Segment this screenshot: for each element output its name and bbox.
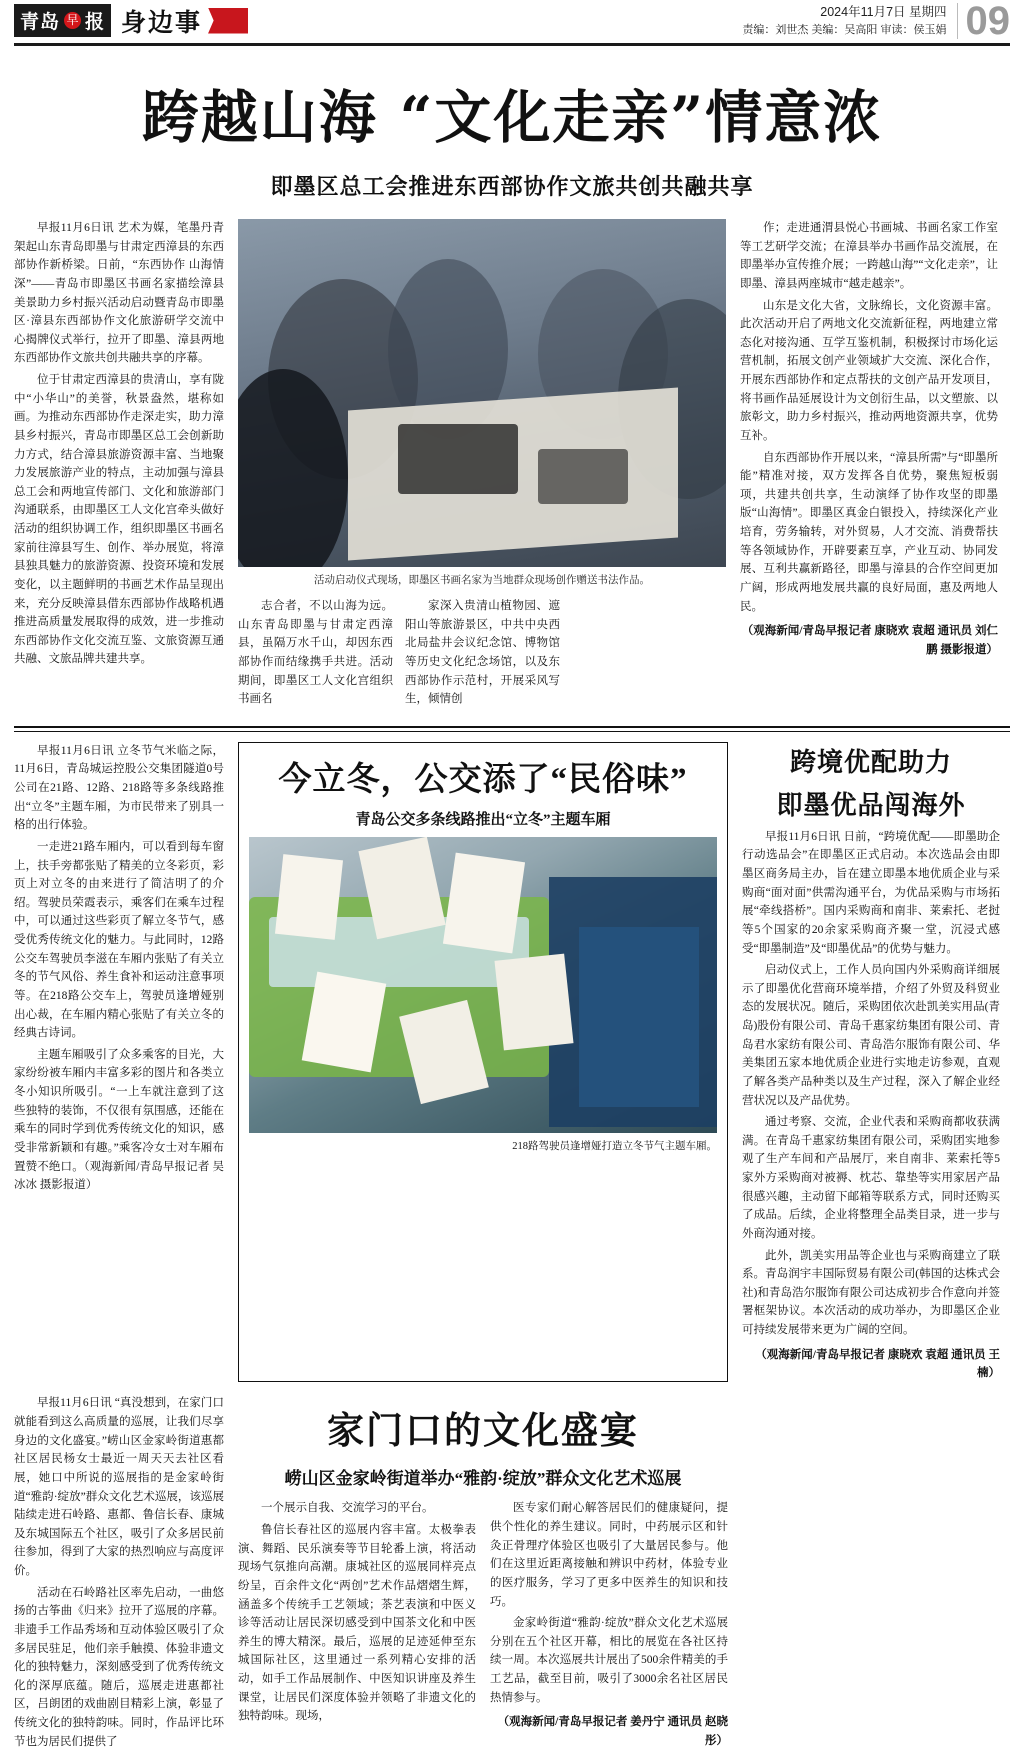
bus-article-title: 今立冬，公交添了“民俗味” [278, 761, 688, 798]
cross-border-title-line2: 即墨优品闯海外 [776, 790, 966, 820]
main-subheadline: 即墨区总工会推进东西部协作文旅共创共融共享 [270, 174, 754, 199]
section-title: 身边事 [121, 9, 203, 37]
paragraph: 启动仪式上，工作人员向国内外采购商详细展示了即墨优化营商环境举措，介绍了外贸及科贸业态的发展状况。随后，采购团依次赴凯美实用品(青岛)股份有限公司、青岛千惠家纺集团有限公司、青岛君水家纺有限公司、青岛浩尔服饰有限公司、华美集团五家本地优质企业进行实地走访参观，直观了解各类产品种类以及生产过程，深入了解企业经营状况以及产品优势。 [742, 964, 1000, 1107]
paragraph: 通过考察、交流，企业代表和采购商都收获满满。在青岛千惠家纺集团有限公司，采购团实地参观了生产车间和产品展厅，来自南非、莱索托等5家外方采购商对被褥、枕芯、靠垫等实用家居产品很感兴趣，主动留下邮箱等联系方式，同时还购买了成品。后续，企业将整理全品类目录，进一步与外商沟通对接。 [742, 1116, 1000, 1240]
culture-article [238, 1394, 728, 1754]
paragraph: 位于甘肃定西漳县的贵清山，享有陇中“小华山”的美誉，秋景盎然，堪称如画。为推动东西部协作走深走实，助力漳县乡村振兴，青岛市即墨区总工会创新助力方式，结合漳县旅游资源丰富、当地聚力发展旅游产业的特点，主动加强与漳县总工会和两地宣传部门、文化和旅游部门沟通联系，由即墨区工人文化宫牵头做好活动的组织协调工作，组织即墨区书画名家前往漳县写生、创作、举办展览，将漳县独具魅力的旅游资源、投资环境和发展变化，以主题鲜明的书画艺术作品呈现出来，充分反映漳县借东西部协作战略机遇推进高质量发展取得的成效，进一步推动东西部协作文化交流互鉴、文旅资源互通共融、文旅品牌共建共享。 [14, 374, 224, 666]
paragraph-column [405, 597, 560, 712]
paragraph-column [238, 1499, 476, 1750]
top-center-text [238, 597, 726, 712]
top-left-column [14, 219, 224, 712]
bus-article-left-column [14, 742, 224, 1383]
paragraph: 此外，凯美实用品等企业也与采购商建立了联系。青岛润宇丰国际贸易有限公司(韩国的达株式会社)和青岛浩尔服饰有限公司达成初步合作意向并签署框架协议。本次活动的成功举办，为即墨区企业可持续发展带来更为广阔的空间。 [742, 1249, 1000, 1336]
logo-tail-text: 报 [85, 12, 106, 33]
bus-photo [249, 837, 717, 1133]
bus-article [238, 742, 728, 1383]
paragraph: 志合者，不以山海为远。山东青岛即墨与甘肃定西漳县，虽隔万水千山，却因东西部协作而结缘携手共进。活动期间，即墨区工人文化宫组织书画名 [238, 600, 393, 706]
paragraph: 自东西部协作开展以来，“漳县所需”与“即墨所能”精准对接，双方发挥各自优势，聚焦短板弱项，共建共创共享，生动演绎了协作攻坚的即墨版“山海情”。即墨区真金白银投入，持续深化产业培育，劳务输转，对外贸易，人才交流、消费帮扶等各领域协作，开辟要素互享，产业互动、协同发展、互利共赢新路径，即墨与漳县的合作空间更加广阔，形成两地发展共赢的良好局面，惠及两地人民。 [740, 451, 998, 613]
culture-article-subtitle: 崂山区金家岭街道举办“雅韵·绽放”群众文化艺术巡展 [284, 1469, 682, 1489]
divider-thick [14, 726, 1010, 728]
paragraph: 一走进21路车厢内，可以看到每车窗上，扶手旁都张贴了精美的立冬彩页，彩页上对立冬的由来进行了简洁明了的介绍。驾驶员荣霞表示，乘客们在乘车过程中，可以通过这些彩页了解立冬节气，感受优秀传统文化的魅力。与此同时，12路公交车驾驶员李滋在车厢内张贴了有关立冬的节气风俗、养生食补和运动注意事项等。在218路公交车上，驾驶员逢增娅别出心裁，在车厢内精心张贴了有关立冬的经典古诗词。 [14, 840, 224, 1040]
paragraph: 主题车厢吸引了众多乘客的目光，大家纷纷被车厢内丰富多彩的图片和各类立冬小知识所吸引。“一上车就注意到了这些独特的装饰，不仅很有氛围感，还能在乘车的同时学到优秀传统文化的知识，感受非常新颖和有趣。”乘客冷女士对车厢布置赞不绝口。（观海新闻/青岛早报记者 吴冰冰 摄影报道） [14, 1048, 224, 1192]
page-number: 09 [957, 3, 1011, 39]
top-center-column [238, 219, 726, 712]
top-article [14, 219, 1010, 712]
culture-article-title: 家门口的文化盛宴 [327, 1411, 639, 1453]
paragraph: 早报11月6日讯 日前，“跨境优配——即墨助企行动选品会”在即墨区正式启动。本次选品会由即墨区商务局主办，旨在建立即墨本地优质企业与采购商“面对面”供需沟通平台，为优品采购与市场拓展“牵线搭桥”。国内采购商和南非、莱索托、老挝等5个国家的20余家采购商齐聚一堂，沉浸式感受“即墨制造”及“即墨优品”的优势与魅力。 [742, 830, 1000, 955]
headline-block [14, 72, 1010, 201]
masthead [14, 0, 1010, 46]
paragraph: 医专家们耐心解答居民们的健康疑问，提供个性化的养生建议。同时，中药展示区和针灸正骨理疗体验区也吸引了大量居民参与。他们在这里近距离接触和辨识中药材，体验专业的医疗服务，学习了更多中医养生的知识和技巧。 [490, 1502, 728, 1608]
top-right-column [740, 219, 998, 712]
paragraph: 早报11月6日讯 艺术为媒，笔墨丹青架起山东青岛即墨与甘肃定西漳县的东西部协作新桥梁。日前，“东西协作 山海情深”——青岛市即墨区书画名家描绘漳县美景助力乡村振兴活动启动暨青岛市即墨区·漳县东西部协作文化旅游研学交流中心揭牌仪式举行，拉开了即墨、漳县两地东西部协作文旅共创共融共享的序幕。 [14, 222, 224, 365]
paragraph-column [238, 597, 393, 712]
paragraph-column [490, 1499, 728, 1750]
paragraph: 活动在石岭路社区率先启动，一曲悠扬的古筝曲《归来》拉开了巡展的序幕。非遗手工作品秀场和互动体验区吸引了众多居民驻足，他们亲手触摸、体验非遗文化的独特魅力，深刻感受到了优秀传统文化的深厚底蕴。随后，巡展走进惠都社区，吕朗团的戏曲剧目精彩上演，彰显了传统文化的独特韵味。同时，作品评比环节也为居民们提供了 [14, 1586, 224, 1748]
paragraph: 早报11月6日讯 立冬节气米临之际，11月6日，青岛城运控股公交集团隧道0号公司在21路、12路、218路等多条线路推出“立冬”主题车厢，为市民带来了别具一格的出行体验。 [14, 744, 224, 832]
cross-border-article [742, 742, 1000, 1383]
issue-date: 2024年11月7日 星期四 [820, 5, 947, 20]
paragraph: 山东是文化大省，文脉绵长，文化资源丰富。此次活动开启了两地文化交流新征程，两地建立常态化对接沟通、互学互鉴机制，积极探讨市场化运营机制，拓展文创产业领域扩大交流、深化合作，开展东西部协作和定点帮扶的文创产品开发项目，将书画作品延展设计为文创衍生品，以文塑旅、以旅彰文，助力乡村振兴，推动两地资源共享，优势互补。 [740, 299, 998, 442]
paragraph: 家深入贵清山植物园、遮阳山等旅游景区，中共中央西北局盐井会议纪念馆、博物馆等历史文化纪念场馆，以及东西部协作示范村，开展采风写生，倾情创 [405, 600, 560, 706]
logo-red-dot: 早 [64, 12, 81, 29]
flag-decoration-icon [208, 8, 248, 34]
editor-credits: 责编：刘世杰 美编：吴高阳 审读：侯玉娟 [742, 24, 947, 36]
bottom-block [14, 1394, 1010, 1754]
masthead-meta [742, 3, 946, 38]
paragraph: 早报11月6日讯 “真没想到，在家门口就能看到这么高质量的巡展，让我们尽享身边的文化盛宴。”崂山区金家岭街道惠都社区居民杨女士最近一周天天去社区看展，她口中所说的巡展指的是金家岭街道“雅韵·绽放”群众文化艺术巡展，该巡展陆续走进石岭路、惠都、鲁信长春、康城及东城国际五个社区，吸引了众多居民前往参加，得到了大家的热烈响应与高度评价。 [14, 1397, 224, 1578]
masthead-right [742, 0, 1010, 43]
cross-border-byline: （观海新闻/青岛早报记者 康晓欢 袁超 通讯员 王楠） [755, 1348, 1000, 1380]
bottom-right-spacer [742, 1394, 1000, 1754]
culture-article-byline: （观海新闻/青岛早报记者 姜丹宁 通讯员 赵晓彤） [497, 1716, 728, 1747]
culture-article-body [238, 1499, 728, 1750]
paragraph: 一个展示自我、交流学习的平台。 [261, 1502, 434, 1515]
cross-border-title-line1: 跨境优配助力 [789, 747, 952, 777]
main-photo-caption: 活动启动仪式现场，即墨区书画名家为当地群众现场创作赠送书法作品。 [314, 575, 650, 586]
middle-block [14, 742, 1010, 1383]
main-headline: 跨越山海 “文化走亲”情意浓 [141, 84, 883, 151]
culture-article-left-column [14, 1394, 224, 1754]
bus-article-subtitle: 青岛公交多条线路推出“立冬”主题车厢 [355, 811, 611, 828]
bus-photo-caption: 218路驾驶员逢增娅打造立冬节气主题车厢。 [512, 1140, 717, 1152]
newspaper-logo [14, 4, 111, 37]
logo-main-text: 青岛 [20, 12, 61, 33]
paragraph: 金家岭街道“雅韵·绽放”群众文化艺术巡展分别在五个社区开幕，相比的展览在各社区持续一周。本次巡展共计展出了500余件精美的手工艺品，截至目前，吸引了3000余名社区居民热情参与。 [490, 1617, 728, 1704]
divider-thin [14, 731, 1010, 732]
paragraph: 作；走进通渭县悦心书画城、书画名家工作室等工艺研学交流；在漳县举办书画作品交流展，在即墨举办宣传推介展；一跨越山海”“文化走亲”，让即墨、漳县两座城市“越走越亲”。 [740, 222, 998, 290]
paragraph: 鲁信长春社区的巡展内容丰富。太极拳表演、舞蹈、民乐演奏等节目轮番上演，将活动现场气氛推向高潮。康城社区的巡展同样亮点纷呈，百余件文化“两创”艺术作品熠熠生辉，涵盖多个传统手工艺领域；茶艺表演和中医义诊等活动让居民深切感受到中国茶文化和中医养生的博大精深。最后，巡展的足迹延伸至东城国际社区，这里通过一系列精心安排的活动，如手工作品展制作、中医知识讲座及养生课堂，让居民们深度体验并领略了非遗文化的独特韵味。现场， [238, 1524, 476, 1723]
main-photo [238, 219, 726, 567]
article-byline: （观海新闻/青岛早报记者 康晓欢 袁超 通讯员 刘仁鹏 摄影报道） [741, 625, 998, 656]
